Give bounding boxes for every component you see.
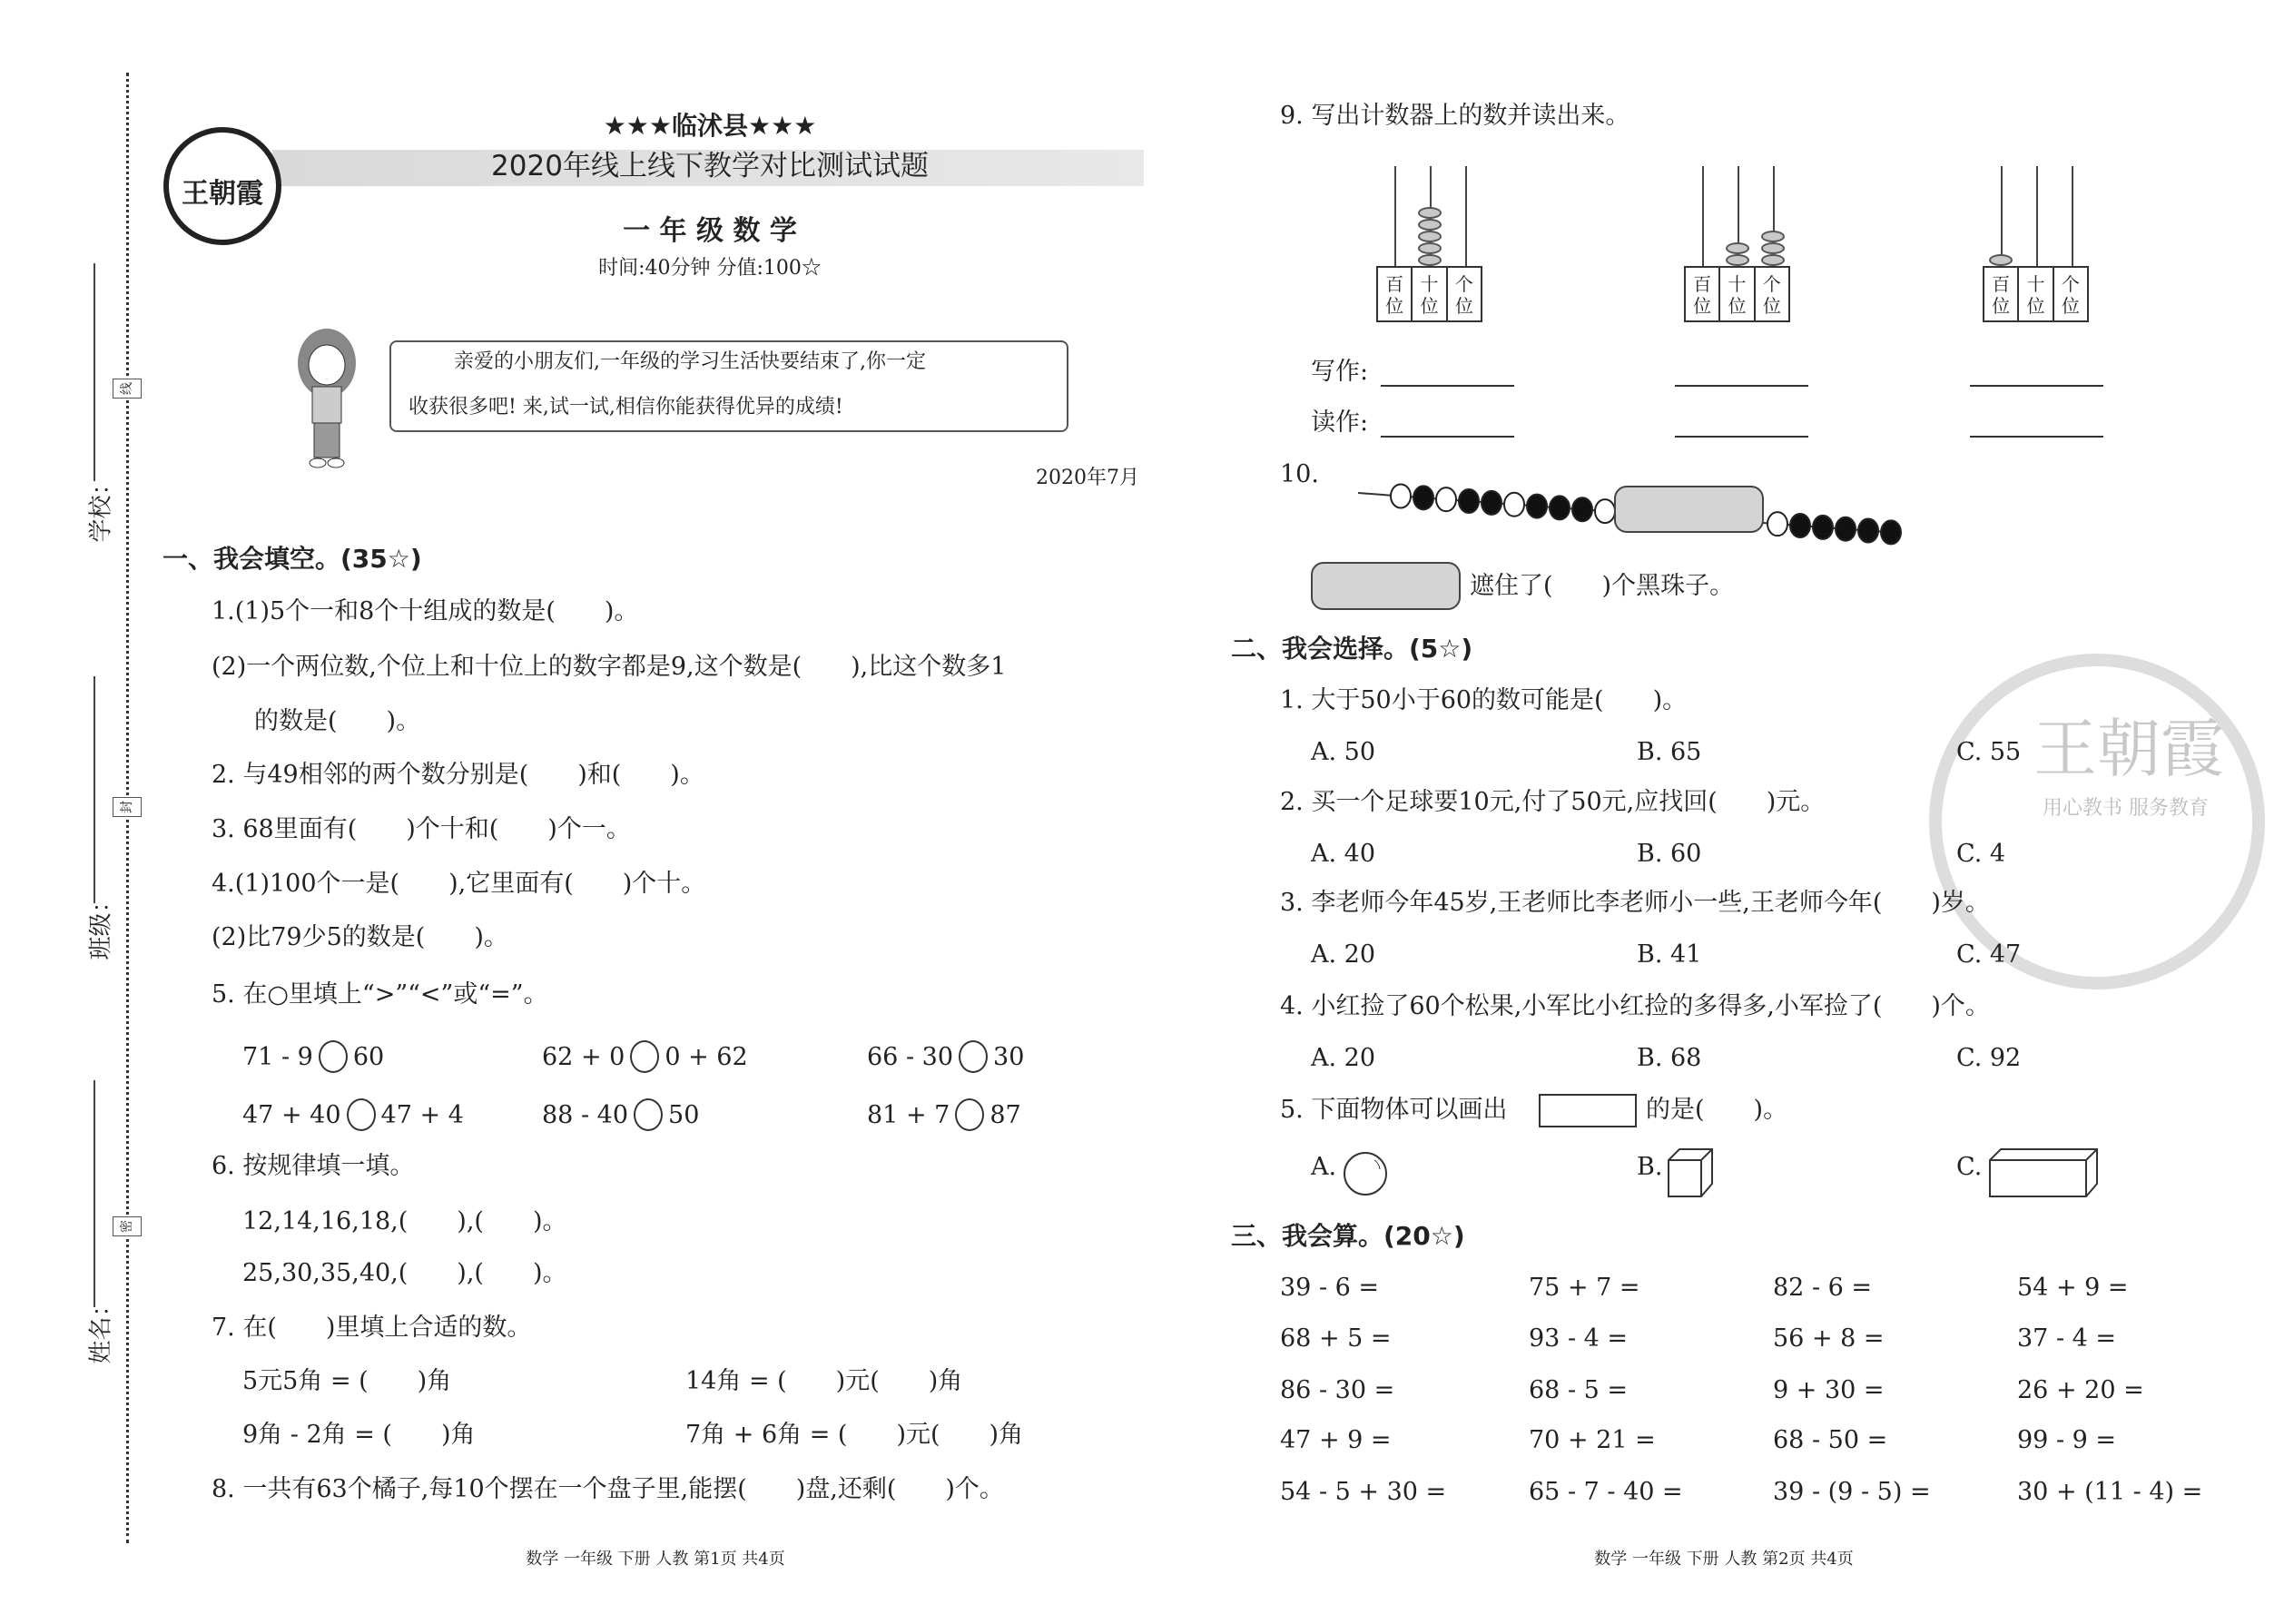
calc-problem: 54 + 9 = <box>2017 1274 2129 1302</box>
black-bead <box>1482 491 1501 515</box>
compare-right: 60 <box>352 1042 385 1071</box>
place-label: 十 位 <box>1413 268 1447 320</box>
rectangle-shape <box>1539 1094 1637 1127</box>
name-label: 姓名： <box>87 1293 115 1364</box>
q2-5-part1: 5. 下面物体可以画出 <box>1280 1096 1508 1124</box>
compare-right: 47 + 4 <box>380 1100 464 1129</box>
calc-problem: 68 - 5 = <box>1529 1376 1629 1404</box>
compare-circle-input[interactable] <box>347 1098 376 1131</box>
choice-question: 1. 大于50小于60的数可能是( )。 <box>1280 686 1688 714</box>
greeting-line-1: 亲爱的小朋友们,一年级的学习生活快要结束了,你一定 <box>454 350 926 373</box>
place-label: 个 位 <box>1762 273 1781 317</box>
calc-problem: 99 - 9 = <box>2017 1426 2117 1454</box>
black-bead <box>1836 517 1856 541</box>
class-line <box>94 676 95 903</box>
place-label: 十 位 <box>1720 268 1755 320</box>
white-bead <box>1595 499 1615 523</box>
calc-problem: 68 - 50 = <box>1773 1426 1888 1454</box>
compare-left: 88 - 40 <box>542 1100 629 1129</box>
compare-left: 81 + 7 <box>867 1100 950 1129</box>
black-bead <box>1413 486 1433 509</box>
compare-left: 66 - 30 <box>867 1042 954 1071</box>
calc-problem: 37 - 4 = <box>2017 1324 2117 1353</box>
sequence-2: 25,30,35,40,( ),( )。 <box>242 1259 567 1287</box>
greeting-line-2: 收获很多吧! 来,试一试,相信你能获得优异的成绩! <box>409 396 843 418</box>
cover-box-legend <box>1311 562 1461 610</box>
calc-problem: 70 + 21 = <box>1529 1426 1656 1454</box>
compare-left: 71 - 9 <box>242 1042 313 1071</box>
compare-circle-input[interactable] <box>634 1098 663 1131</box>
black-bead <box>1527 495 1547 518</box>
footer-page-1: 数学 一年级 下册 人教 第1页 共4页 <box>526 1550 785 1569</box>
q1-part2-cont: 的数是( )。 <box>254 707 421 735</box>
q6: 6. 按规律填一填。 <box>212 1152 415 1180</box>
choice-option[interactable]: C. 92 <box>1956 1044 2022 1072</box>
compare-circle-input[interactable] <box>955 1098 984 1131</box>
seal-mark-line: 线 <box>113 379 142 399</box>
q10: 10. <box>1280 460 1319 488</box>
black-bead <box>1550 496 1570 519</box>
choice-option[interactable]: C. 47 <box>1956 940 2022 969</box>
shape-option-b[interactable]: B. <box>1637 1153 1663 1181</box>
calc-problem: 26 + 20 = <box>2017 1376 2144 1404</box>
white-bead <box>1436 487 1456 511</box>
black-bead <box>1459 489 1479 513</box>
compare-item <box>867 1040 1024 1073</box>
calc-problem: 47 + 9 = <box>1280 1426 1392 1454</box>
compare-item <box>242 1040 384 1073</box>
choice-question: 3. 李老师今年45岁,王老师比李老师小一些,王老师今年( )岁。 <box>1280 889 1990 917</box>
name-line <box>94 1080 95 1307</box>
money-2: 14角 = ( )元( )角 <box>685 1367 963 1395</box>
calc-problem: 93 - 4 = <box>1529 1324 1629 1353</box>
choice-option[interactable]: B. 41 <box>1637 940 1702 969</box>
white-bead <box>1767 512 1787 536</box>
compare-left: 47 + 40 <box>242 1100 341 1129</box>
cover-box <box>1614 486 1764 533</box>
calc-problem: 9 + 30 = <box>1773 1376 1885 1404</box>
black-bead <box>1881 520 1901 544</box>
section3-title: 三、我会算。(20☆) <box>1231 1221 1465 1251</box>
compare-right: 50 <box>668 1100 700 1129</box>
brand-logo-text: 王朝霞 <box>182 178 263 210</box>
exam-date: 2020年7月 <box>1036 467 1139 489</box>
footer-page-2: 数学 一年级 下册 人教 第2页 共4页 <box>1594 1550 1854 1569</box>
shape-option-a[interactable]: A. <box>1311 1153 1337 1181</box>
q2-5-part2: 的是( )。 <box>1646 1096 1788 1124</box>
read-label: 读作: <box>1311 408 1369 437</box>
q1-part1: 1.(1)5个一和8个十组成的数是( )。 <box>212 597 639 625</box>
calc-problem: 39 - 6 = <box>1280 1274 1380 1302</box>
school-label: 学校： <box>87 471 115 543</box>
write-label: 写作: <box>1311 358 1369 386</box>
money-1: 5元5角 = ( )角 <box>242 1367 452 1395</box>
compare-right: 87 <box>989 1100 1021 1129</box>
calc-problem: 65 - 7 - 40 = <box>1529 1478 1683 1506</box>
place-label: 百 位 <box>1686 268 1720 320</box>
compare-item <box>542 1098 699 1131</box>
q10-text: 遮住了( )个黑珠子。 <box>1470 572 1735 600</box>
calc-problem: 82 - 6 = <box>1773 1274 1873 1302</box>
compare-circle-input[interactable] <box>630 1040 659 1073</box>
choice-option[interactable]: A. 20 <box>1311 1044 1376 1072</box>
q2: 2. 与49相邻的两个数分别是( )和( )。 <box>212 761 704 789</box>
choice-option[interactable]: B. 68 <box>1637 1044 1702 1072</box>
compare-right: 0 + 62 <box>665 1042 748 1071</box>
money-4: 7角 + 6角 = ( )元( )角 <box>685 1421 1024 1449</box>
calc-problem: 86 - 30 = <box>1280 1376 1395 1404</box>
compare-item <box>867 1098 1021 1131</box>
choice-option[interactable]: A. 40 <box>1311 840 1376 868</box>
black-bead <box>1813 516 1833 539</box>
watermark-slogan: 用心教书 服务教育 <box>2043 797 2209 820</box>
q4-part1: 4.(1)100个一是( ),它里面有( )个十。 <box>212 870 706 898</box>
calc-problem: 54 - 5 + 30 = <box>1280 1478 1447 1506</box>
county-label: ★★★临沭县★★★ <box>603 111 817 141</box>
choice-option[interactable]: C. 55 <box>1956 738 2022 766</box>
place-label: 十 位 <box>2019 268 2053 320</box>
calc-problem: 68 + 5 = <box>1280 1324 1392 1353</box>
white-bead <box>1391 484 1411 507</box>
black-bead <box>1790 514 1810 537</box>
q8: 8. 一共有63个橘子,每10个摆在一个盘子里,能摆( )盘,还剩( )个。 <box>212 1475 1004 1503</box>
black-bead <box>1572 497 1592 521</box>
q9: 9. 写出计数器上的数并读出来。 <box>1280 102 1630 130</box>
q1-part2: (2)一个两位数,个位上和十位上的数字都是9,这个数是( ),比这个数多1 <box>212 653 1007 681</box>
compare-right: 30 <box>993 1042 1025 1071</box>
subject-title: 一 年 级 数 学 <box>623 215 797 247</box>
watermark-brand: 王朝霞 <box>2033 712 2224 786</box>
q3: 3. 68里面有( )个十和( )个一。 <box>212 815 631 843</box>
compare-item <box>542 1040 748 1073</box>
q4-part2: (2)比79少5的数是( )。 <box>212 923 508 951</box>
place-label: 百 位 <box>1378 268 1413 320</box>
compare-circle-input[interactable] <box>959 1040 988 1073</box>
ball-icon <box>1342 1149 1391 1198</box>
calc-problem: 75 + 7 = <box>1529 1274 1640 1302</box>
watermark-seal <box>1929 654 2265 989</box>
shape-option-c[interactable]: C. <box>1956 1153 1983 1181</box>
cube-icon <box>1667 1147 1716 1200</box>
bead-string <box>0 0 2294 635</box>
class-label: 班级： <box>87 889 115 960</box>
choice-option[interactable]: C. 4 <box>1956 840 2006 868</box>
place-label: 个 位 <box>1454 273 1473 317</box>
seal-mark-secret: 密 <box>113 1216 142 1236</box>
seal-mark-seal: 封 <box>113 797 142 817</box>
calc-problem: 30 + (11 - 4) = <box>2017 1478 2203 1506</box>
choice-question: 4. 小红捡了60个松果,小军比小红捡的多得多,小军捡了( )个。 <box>1280 992 1990 1020</box>
choice-option[interactable]: B. 60 <box>1637 840 1702 868</box>
cuboid-icon <box>1988 1147 2101 1200</box>
choice-question: 2. 买一个足球要10元,付了50元,应找回( )元。 <box>1280 788 1826 816</box>
money-3: 9角 - 2角 = ( )角 <box>242 1421 476 1449</box>
place-label: 百 位 <box>1984 268 2019 320</box>
compare-circle-input[interactable] <box>319 1040 348 1073</box>
place-label: 个 位 <box>2061 273 2080 317</box>
compare-item <box>242 1098 464 1131</box>
q5: 5. 在○里填上“>”“<”或“=”。 <box>212 980 548 1009</box>
section1-title: 一、我会填空。(35☆) <box>162 544 422 574</box>
choice-option[interactable]: B. 65 <box>1637 738 1702 766</box>
calc-problem: 39 - (9 - 5) = <box>1773 1478 1931 1506</box>
exam-meta: 时间:40分钟 分值:100☆ <box>598 257 822 280</box>
choice-option[interactable]: A. 20 <box>1311 940 1376 969</box>
calc-problem: 56 + 8 = <box>1773 1324 1885 1353</box>
q7: 7. 在( )里填上合适的数。 <box>212 1314 532 1342</box>
compare-left: 62 + 0 <box>542 1042 625 1071</box>
choice-option[interactable]: A. 50 <box>1311 738 1376 766</box>
exam-title: 2020年线上线下教学对比测试试题 <box>491 150 929 182</box>
section2-title: 二、我会选择。(5☆) <box>1231 634 1473 664</box>
black-bead <box>1858 519 1878 543</box>
sequence-1: 12,14,16,18,( ),( )。 <box>242 1207 567 1235</box>
white-bead <box>1504 493 1524 517</box>
